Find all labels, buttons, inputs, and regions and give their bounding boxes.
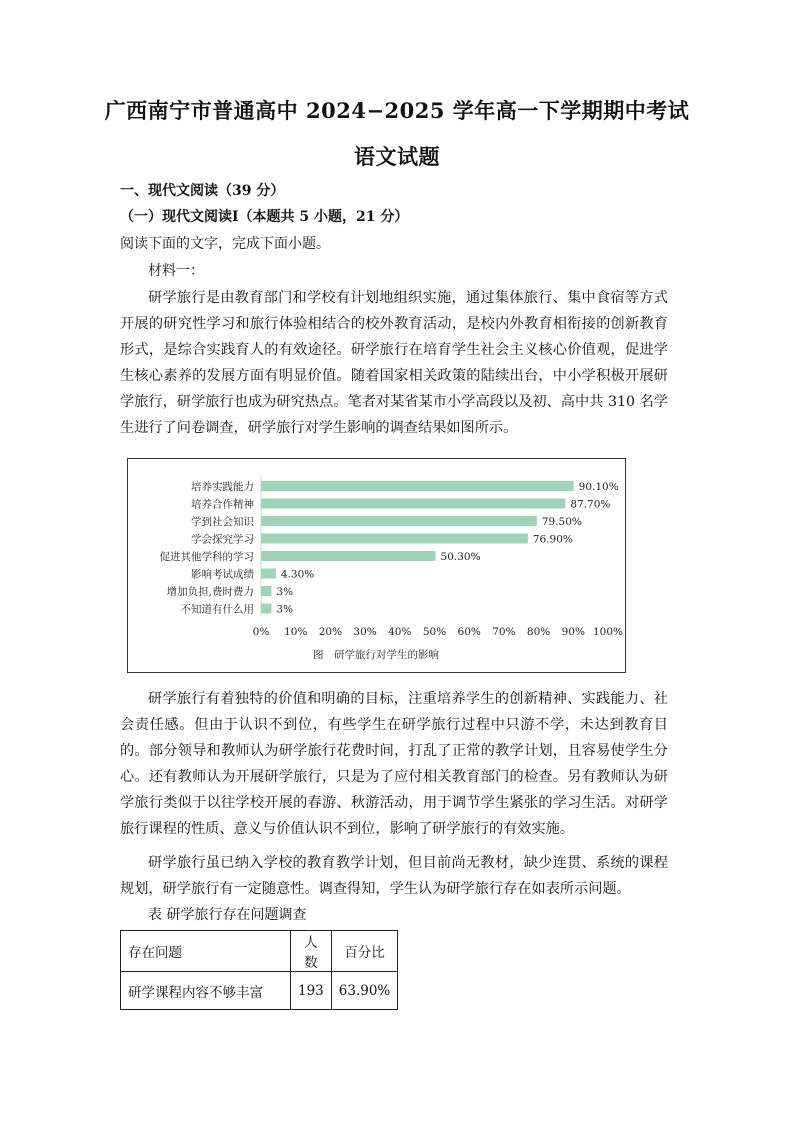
category-label: 学会探究学习 bbox=[191, 533, 254, 546]
chart-figure bbox=[127, 458, 626, 673]
table-row bbox=[121, 972, 398, 1010]
paragraph-3: 研学旅行虽已纳入学校的教育教学计划，但目前尚无教材，缺少连贯、系统的课程规划，研学旅行有一定随意性。调查得知，学生认为研学旅行存在如表所示问题。 bbox=[120, 855, 668, 897]
paragraph-2: 研学旅行有着独特的价值和明确的目标，注重培养学生的创新精神、实践能力、社会责任感。但由于认识不到位，有些学生在研学旅行过程中只游不学，未达到教育目的。部分领导和教师认为研学旅行花费时间，打乱了正常的教学计划，且容易使学生分心。还有教师认为开展研学旅行，只是为了应付相关教育部门的检查。另有教师认为研学旅行类似于以往学校开展的春游、秋游活动，用于调节学生紧张的学习生活。对研学旅行课程的性质、意义与价值认识不到位，影响了研学旅行的有效实施。 bbox=[120, 691, 668, 837]
data-label: 4.30% bbox=[280, 568, 315, 581]
bar bbox=[261, 551, 436, 561]
problem-table bbox=[120, 930, 398, 1010]
exam-title: 广西南宁市普通高中 2024−2025 学年高一下学期期中考试 bbox=[104, 98, 690, 123]
x-tick-label: 90% bbox=[561, 626, 585, 638]
x-tick-label: 60% bbox=[457, 626, 481, 638]
table-header-cell: 百分比 bbox=[331, 931, 397, 972]
bar bbox=[261, 499, 565, 509]
exam-subject-title: 语文试题 bbox=[354, 144, 440, 169]
section-heading: 一、现代文阅读（39 分） bbox=[120, 183, 285, 199]
category-label: 影响考试成绩 bbox=[191, 568, 254, 581]
bar bbox=[261, 586, 271, 596]
x-tick-label: 70% bbox=[492, 626, 516, 638]
category-label: 增加负担,费时费力 bbox=[166, 586, 254, 598]
data-label: 87.70% bbox=[570, 498, 611, 511]
data-label: 76.90% bbox=[532, 533, 573, 546]
table-cell: 研学课程内容不够丰富 bbox=[121, 972, 291, 1010]
table-cell: 193 bbox=[291, 972, 332, 1010]
x-tick-label: 50% bbox=[422, 626, 447, 638]
table-header-cell: 人数 bbox=[291, 931, 332, 972]
subsection-heading: （一）现代文阅读Ⅰ（本题共 5 小题，21 分） bbox=[120, 209, 409, 225]
instruction: 阅读下面的文字，完成下面小题。 bbox=[120, 236, 330, 252]
chart-title: 图 研学旅行对学生的影响 bbox=[313, 649, 439, 661]
table-header-cell: 存在问题 bbox=[121, 931, 291, 972]
bar bbox=[261, 604, 271, 614]
data-label: 3% bbox=[276, 586, 294, 598]
bar-chart bbox=[128, 459, 624, 671]
x-tick-label: 20% bbox=[318, 626, 343, 638]
bar bbox=[261, 534, 528, 544]
x-tick-label: 40% bbox=[388, 626, 412, 638]
category-label: 不知道有什么用 bbox=[180, 603, 254, 616]
data-label: 90.10% bbox=[578, 481, 619, 493]
category-label: 促进其他学科的学习 bbox=[159, 551, 254, 563]
data-label: 79.50% bbox=[541, 516, 582, 528]
x-tick-label: 0% bbox=[252, 626, 270, 638]
bar bbox=[261, 569, 276, 579]
paragraph-1: 研学旅行是由教育部门和学校有计划地组织实施，通过集体旅行、集中食宿等方式开展的研究性学习和旅行体验相结合的校外教育活动，是校内外教育相衔接的创新教育形式，是综合实践育人的有效途径。研学旅行在培育学生社会主义核心价值观，促进学生核心素养的发展方面有明显价值。随着国家相关政策的陆续出台，中小学积极开展研学旅行，研学旅行也成为研究热点。笔者对某省某市小学高段以及初、高中共 310 名学生进行了问卷调查，研学旅行对学生影响的调查结果如图所示。 bbox=[120, 290, 668, 436]
material-label: 材料一： bbox=[148, 263, 204, 279]
data-label: 3% bbox=[276, 603, 294, 616]
bar bbox=[261, 516, 537, 526]
category-label: 学到社会知识 bbox=[191, 516, 254, 528]
x-tick-label: 100% bbox=[592, 626, 624, 638]
category-label: 培养合作精神 bbox=[191, 498, 254, 511]
table-cell: 63.90% bbox=[331, 972, 397, 1010]
bar bbox=[261, 481, 574, 491]
category-label: 培养实践能力 bbox=[191, 481, 254, 493]
x-tick-label: 80% bbox=[526, 626, 551, 638]
x-tick-label: 10% bbox=[284, 626, 308, 638]
table-caption: 表 研学旅行存在问题调查 bbox=[148, 907, 307, 923]
data-label: 50.30% bbox=[440, 551, 481, 563]
x-tick-label: 30% bbox=[353, 626, 377, 638]
table-header-row bbox=[121, 931, 398, 972]
